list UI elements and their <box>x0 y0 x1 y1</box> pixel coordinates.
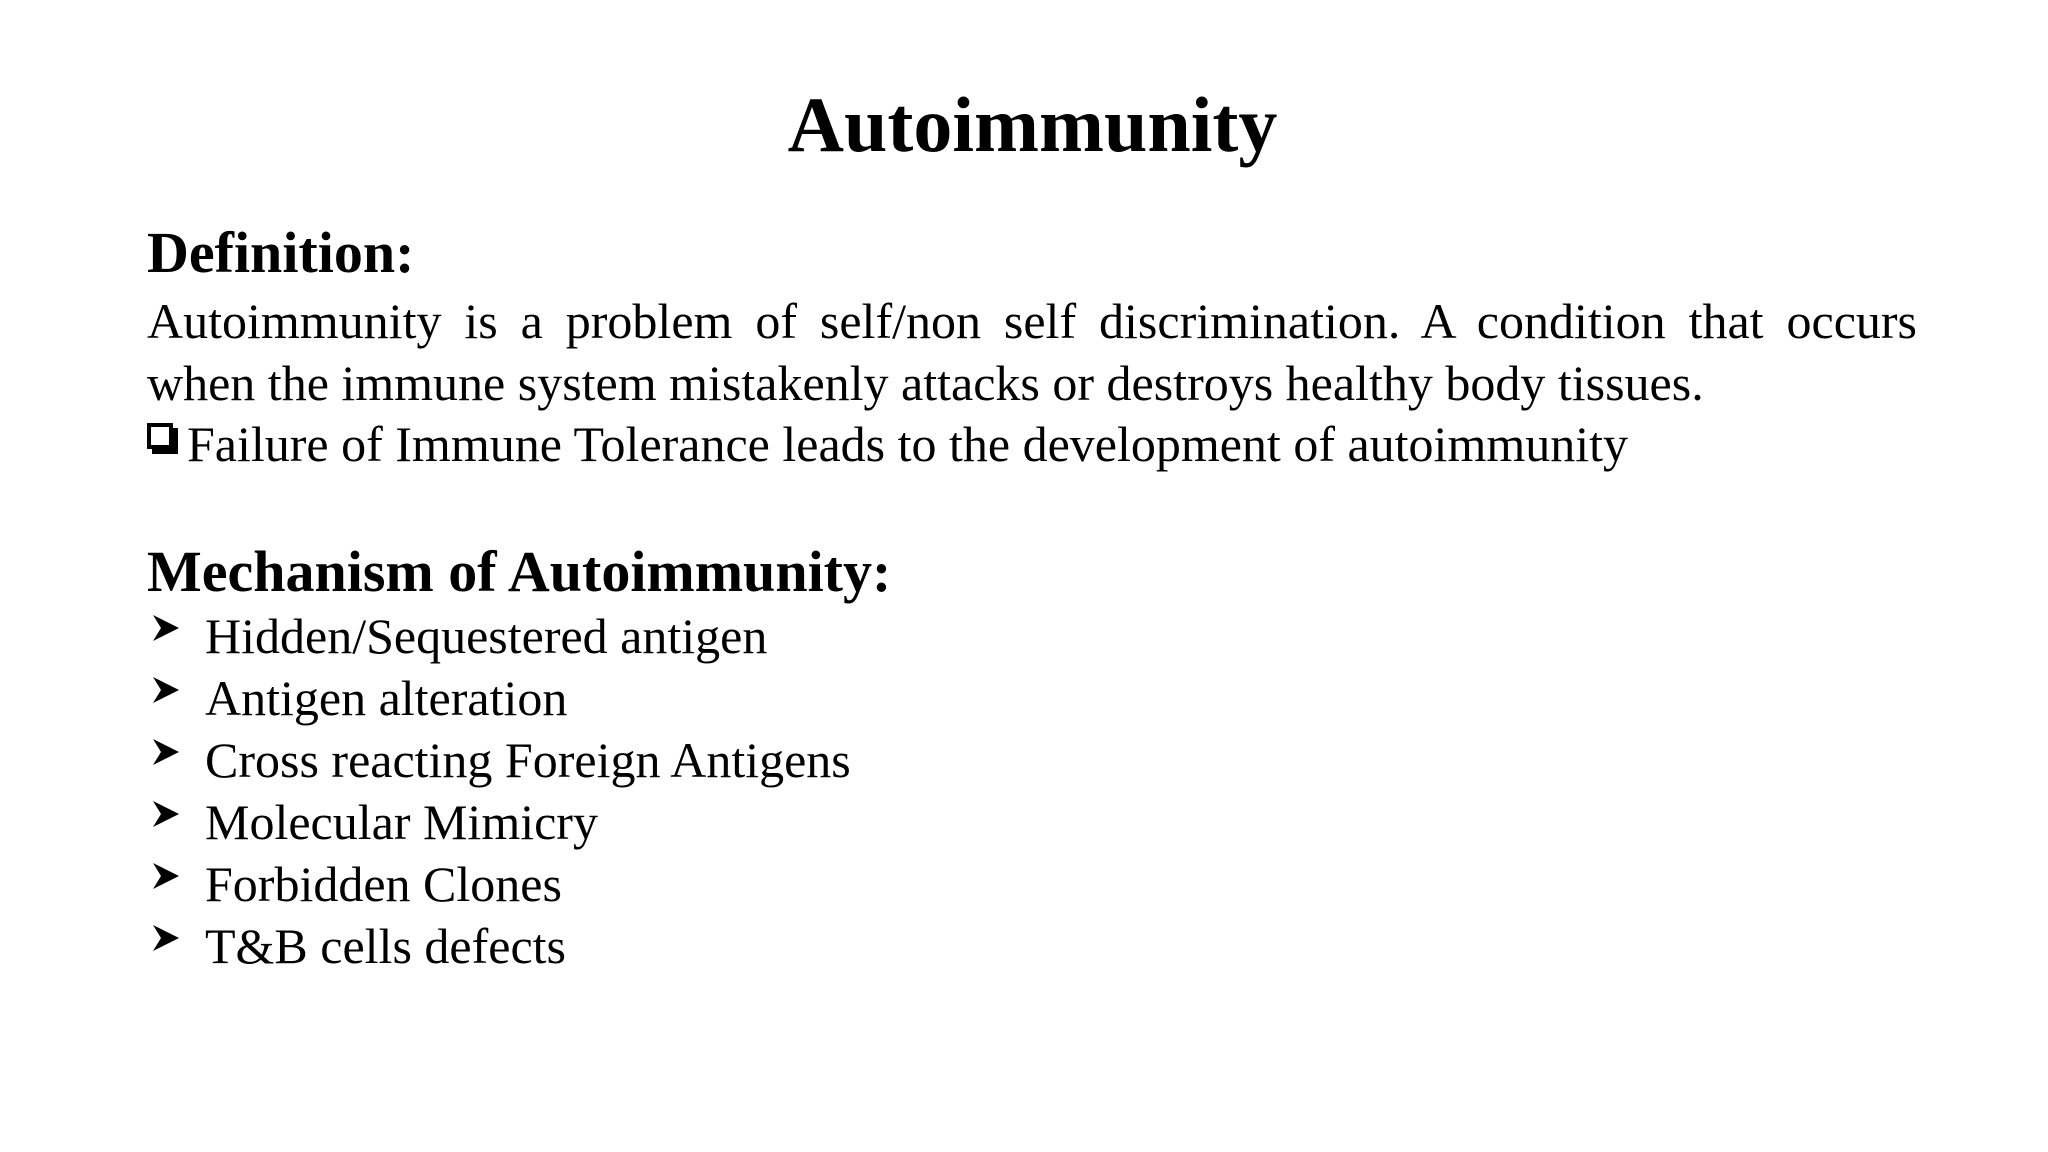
slide-title: Autoimmunity <box>787 81 1278 168</box>
arrowhead-bullet-icon <box>147 729 205 791</box>
mechanism-list-item <box>147 729 851 791</box>
mechanism-heading: Mechanism of Autoimmunity: <box>147 539 892 604</box>
definition-bullet-text: Failure of Immune Tolerance leads to the development of autoimmunity <box>187 416 1629 472</box>
mechanism-item-text: Molecular Mimicry <box>205 794 598 850</box>
mechanism-list-item <box>147 915 851 977</box>
mechanism-item-text: Forbidden Clones <box>205 856 562 912</box>
mechanism-list-item <box>147 791 851 853</box>
arrowhead-bullet-icon <box>147 667 205 729</box>
mechanism-item-text: Cross reacting Foreign Antigens <box>205 732 851 788</box>
mechanism-list-item <box>147 853 851 915</box>
arrowhead-bullet-icon <box>147 915 205 977</box>
arrowhead-bullet-icon <box>147 853 205 915</box>
square-bullet-icon <box>147 423 173 449</box>
mechanism-list-item <box>147 667 851 729</box>
definition-line-2: when the immune system mistakenly attacks or destroys healthy body tissues. <box>147 355 1704 411</box>
definition-line-1: Autoimmunity is a problem of self/non self discrimination. A condition that occurs <box>147 293 1917 349</box>
definition-heading: Definition: <box>147 220 415 285</box>
definition-paragraph <box>147 290 1917 414</box>
mechanism-item-text: T&B cells defects <box>205 918 566 974</box>
arrowhead-bullet-icon <box>147 791 205 853</box>
mechanism-list-item <box>147 605 851 667</box>
mechanism-item-text: Antigen alteration <box>205 670 568 726</box>
arrowhead-bullet-icon <box>147 605 205 667</box>
definition-bullet-item <box>147 413 1628 475</box>
mechanism-item-text: Hidden/Sequestered antigen <box>205 608 768 664</box>
mechanism-list <box>147 605 851 977</box>
